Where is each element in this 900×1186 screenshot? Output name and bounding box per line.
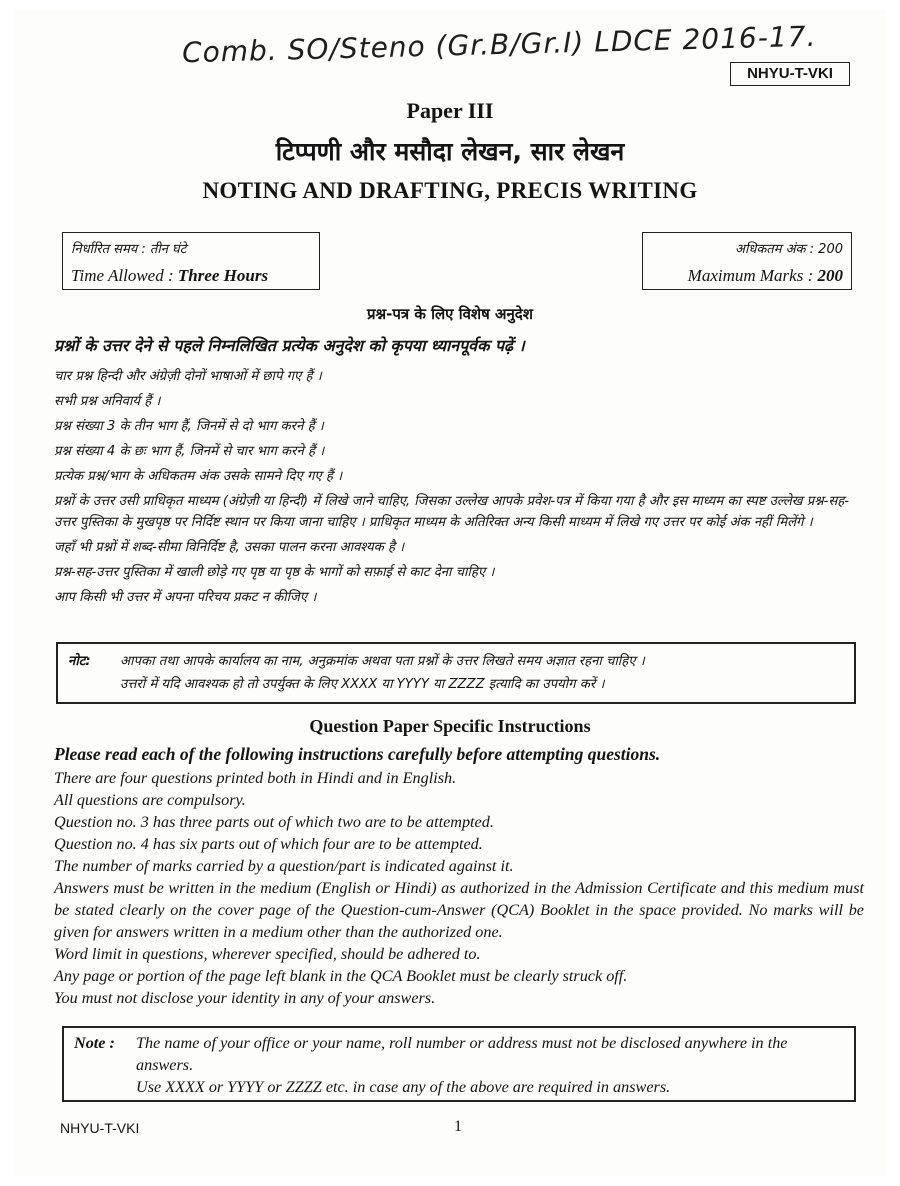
hindi-note-box — [56, 642, 856, 704]
hindi-instruction-item: प्रत्येक प्रश्न/भाग के अधिकतम अंक उसके सामने दिए गए हैं । — [54, 469, 343, 484]
max-marks-box — [642, 232, 852, 290]
hindi-note-label: नोट: — [68, 654, 91, 669]
marks-english-label: Maximum Marks : — [687, 266, 818, 285]
hindi-instruction-item: जहाँ भी प्रश्नों में शब्द-सीमा विनिर्दिष्ट है, उसका पालन करना आवश्यक है । — [54, 540, 405, 555]
english-instructions-lead: Please read each of the following instructions carefully before attempting questions. — [54, 744, 661, 764]
paper-number: Paper III — [406, 98, 494, 123]
hindi-instruction-item: प्रश्नों के उत्तर उसी प्राधिकृत माध्यम (अंग्रेज़ी या हिन्दी) में लिखे जाने चाहिए, जिसका उल्लेख आपके प्रवेश-पत्र में किया गया है और इस माध्यम का स्पष्ट उल्लेख प्रश्न-सह-उत्तर पुस्तिका के मुखपृष्ठ पर निर्दिष्ट स्थान पर किया जाना चाहिए । प्राधिकृत माध्यम के अतिरिक्त अन्य किसी माध्यम में लिखे गए उत्तर पर कोई अंक नहीं मिलेंगे । — [54, 494, 850, 530]
time-english-line — [71, 263, 311, 289]
english-note-text-2: Use XXXX or YYYY or ZZZZ etc. in case any of the above are required in answers. — [136, 1078, 671, 1096]
english-instruction-item: The number of marks carried by a question/part is indicated against it. — [54, 857, 514, 875]
english-instruction-item: You must not disclose your identity in any of your answers. — [54, 989, 436, 1007]
hindi-note-text-1: आपका तथा आपके कार्यालय का नाम, अनुक्रमांक अथवा पता प्रश्नों के उत्तर लिखते समय अज्ञात रहना चाहिए । — [120, 654, 645, 669]
page-number: 1 — [454, 1118, 462, 1135]
english-instructions-heading: Question Paper Specific Instructions — [309, 716, 591, 736]
hindi-instruction-item: प्रश्न-सह-उत्तर पुस्तिका में खाली छोड़े गए पृष्ठ या पृष्ठ के भागों को सफ़ाई से काट देना चाहिए । — [54, 565, 495, 580]
english-instruction-item: Question no. 4 has six parts out of which four are to be attempted. — [54, 835, 483, 853]
hindi-instructions-lead: प्रश्नों के उत्तर देने से पहले निम्नलिखित प्रत्येक अनुदेश को कृपया ध्यानपूर्वक पढ़ें । — [54, 336, 525, 355]
hindi-instruction-item: आप किसी भी उत्तर में अपना परिचय प्रकट न कीजिए । — [54, 590, 317, 605]
english-instruction-item: Any page or portion of the page left blank in the QCA Booklet must be clearly struck off. — [54, 967, 628, 985]
english-instructions-list — [54, 767, 864, 1009]
time-hindi-label: निर्धारित समय : तीन घंटे — [71, 242, 187, 257]
paper-code-box: NHYU-T-VKI — [730, 62, 850, 86]
marks-english-line — [651, 263, 843, 289]
hindi-instructions-list — [54, 366, 866, 612]
english-instruction-item: Question no. 3 has three parts out of which two are to be attempted. — [54, 813, 494, 831]
english-instruction-item: Word limit in questions, wherever specified, should be adhered to. — [54, 945, 481, 963]
english-instruction-item: There are four questions printed both in Hindi and in English. — [54, 769, 457, 787]
hindi-instruction-item: प्रश्न संख्या 3 के तीन भाग हैं, जिनमें से दो भाग करने हैं । — [54, 419, 324, 434]
time-english-value: Three Hours — [177, 266, 269, 285]
exam-page — [14, 10, 886, 1176]
hindi-instruction-item: प्रश्न संख्या 4 के छः भाग हैं, जिनमें से चार भाग करने हैं । — [54, 444, 325, 459]
hindi-note-text-2: उत्तरों में यदि आवश्यक हो तो उपर्युक्त के लिए XXXX या YYYY या ZZZZ इत्यादि का उपयोग करें । — [120, 677, 605, 692]
hindi-note-line-1 — [68, 650, 844, 673]
footer-paper-code: NHYU-T-VKI — [60, 1120, 140, 1136]
hindi-instruction-item: सभी प्रश्न अनिवार्य हैं । — [54, 394, 161, 409]
hindi-instructions-heading: प्रश्न-पत्र के लिए विशेष अनुदेश — [367, 305, 533, 323]
english-note-label: Note : — [74, 1034, 115, 1052]
handwritten-annotation: Comb. SO/Steno (Gr.B/Gr.I) LDCE 2016-17. — [181, 19, 817, 70]
time-allowed-box — [62, 232, 320, 290]
title-english: NOTING AND DRAFTING, PRECIS WRITING — [202, 178, 698, 203]
english-note-line-1 — [74, 1032, 844, 1076]
time-english-label: Time Allowed : — [71, 266, 178, 285]
english-instruction-item: Answers must be written in the medium (English or Hindi) as authorized in the Admission Certificate and this medium must be stated clearly on the cover page of the Question-cum-Answer (QCA) Booklet in the space provided. No marks will be given for answers written in a medium other than the authorized one. — [54, 879, 864, 941]
marks-english-value: 200 — [817, 266, 843, 285]
marks-hindi-label: अधिकतम अंक : 200 — [735, 242, 843, 257]
title-hindi: टिप्पणी और मसौदा लेखन, सार लेखन — [275, 137, 625, 166]
english-instruction-item: All questions are compulsory. — [54, 791, 246, 809]
hindi-instruction-item: चार प्रश्न हिन्दी और अंग्रेज़ी दोनों भाषाओं में छापे गए हैं । — [54, 369, 322, 384]
english-note-text-1: The name of your office or your name, roll number or address must not be disclosed anywhere in the answers. — [136, 1034, 788, 1074]
english-note-box — [62, 1026, 856, 1102]
